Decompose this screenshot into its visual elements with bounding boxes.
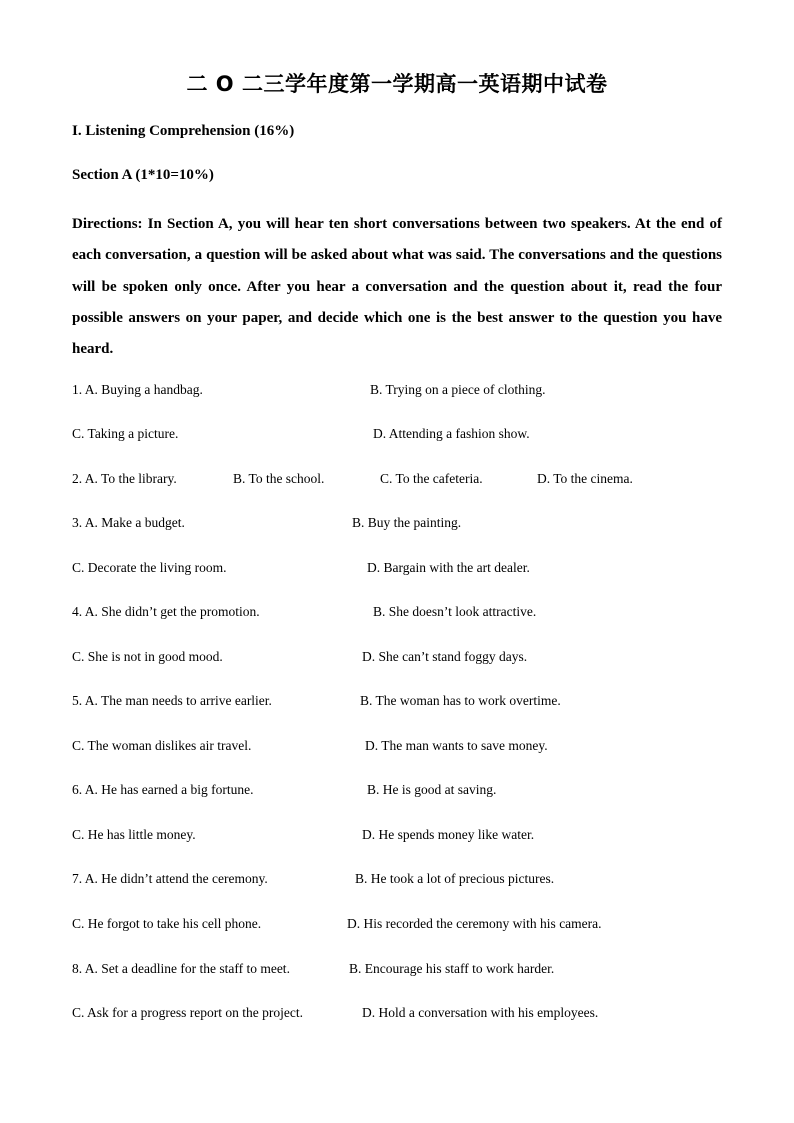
question-8-option-d: D. Hold a conversation with his employees. <box>362 1005 599 1020</box>
question-2-option-a: 2. A. To the library. <box>72 471 177 486</box>
question-1-option-c: C. Taking a picture. <box>72 426 179 441</box>
exam-title: 二 O 二三学年度第一学期高一英语期中试卷 <box>186 72 608 96</box>
section-heading: Section A (1*10=10%) <box>72 167 214 183</box>
question-6-option-b: B. He is good at saving. <box>367 782 497 797</box>
question-1-option-a: 1. A. Buying a handbag. <box>72 382 203 397</box>
question-2-option-c: C. To the cafeteria. <box>380 471 483 486</box>
directions-paragraph: Directions: In Section A, you will hear ten short conversations between two speakers. At the end of each conversation, a question will be asked about what was said. The conversations and the questions will be spoken only once. After you hear a conversation and the question about it, read the four possible answers on your paper, and decide which one is the best answer to the question you have heard. <box>72 216 722 358</box>
question-4-option-d: D. She can’t stand foggy days. <box>362 649 528 664</box>
question-1-option-b: B. Trying on a piece of clothing. <box>370 382 546 397</box>
part-heading: I. Listening Comprehension (16%) <box>72 123 295 139</box>
question-5-option-c: C. The woman dislikes air travel. <box>72 738 252 753</box>
question-6-option-d: D. He spends money like water. <box>362 827 535 842</box>
question-3-option-a: 3. A. Make a budget. <box>72 515 185 530</box>
question-6-option-c: C. He has little money. <box>72 827 196 842</box>
question-4-option-b: B. She doesn’t look attractive. <box>373 604 537 619</box>
question-2-option-b: B. To the school. <box>233 471 325 486</box>
question-7-option-b: B. He took a lot of precious pictures. <box>355 871 555 886</box>
question-3-option-b: B. Buy the painting. <box>352 515 462 530</box>
question-5-option-b: B. The woman has to work overtime. <box>360 693 561 708</box>
question-2-option-d: D. To the cinema. <box>537 471 633 486</box>
question-7-option-a: 7. A. He didn’t attend the ceremony. <box>72 871 268 886</box>
question-7-option-d: D. His recorded the ceremony with his camera. <box>347 916 602 931</box>
question-7-option-c: C. He forgot to take his cell phone. <box>72 916 262 931</box>
question-4-option-c: C. She is not in good mood. <box>72 649 223 664</box>
question-8-option-a: 8. A. Set a deadline for the staff to meet. <box>72 961 290 976</box>
question-6-option-a: 6. A. He has earned a big fortune. <box>72 782 254 797</box>
question-8-option-c: C. Ask for a progress report on the project. <box>72 1005 303 1020</box>
question-3-option-d: D. Bargain with the art dealer. <box>367 560 530 575</box>
question-8-option-b: B. Encourage his staff to work harder. <box>349 961 555 976</box>
question-4-option-a: 4. A. She didn’t get the promotion. <box>72 604 260 619</box>
question-1-option-d: D. Attending a fashion show. <box>373 426 530 441</box>
question-5-option-a: 5. A. The man needs to arrive earlier. <box>72 693 272 708</box>
question-3-option-c: C. Decorate the living room. <box>72 560 227 575</box>
question-5-option-d: D. The man wants to save money. <box>365 738 548 753</box>
